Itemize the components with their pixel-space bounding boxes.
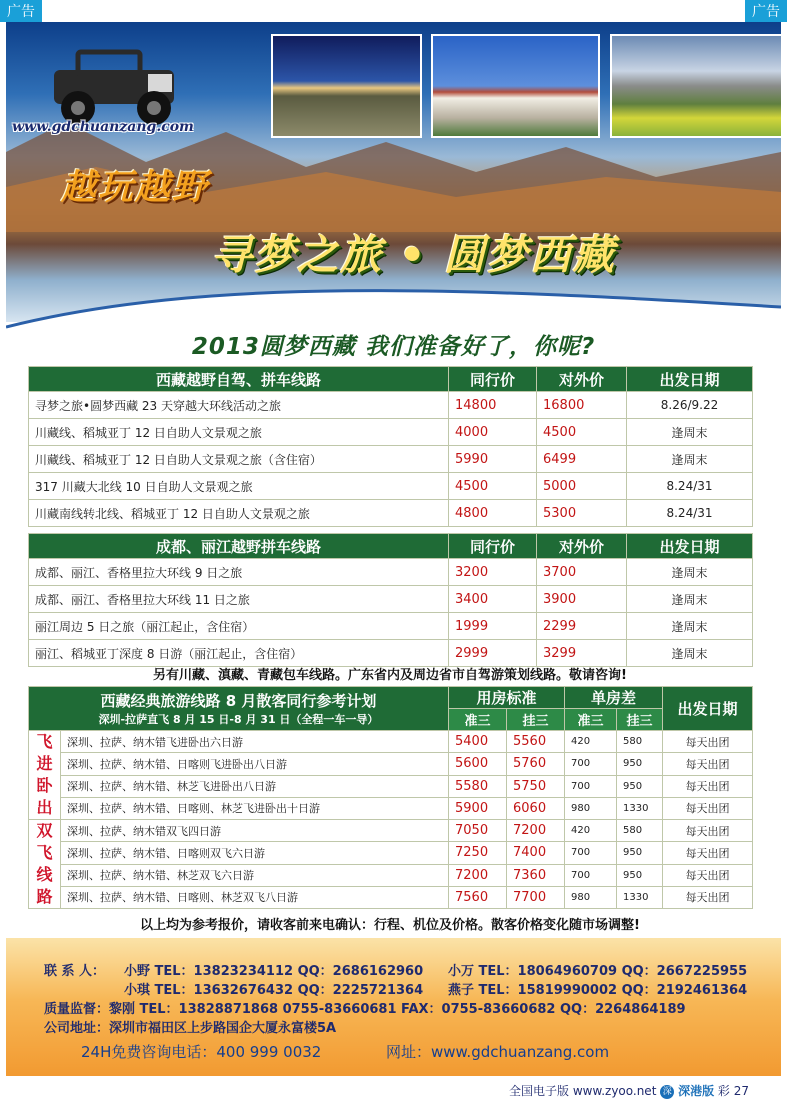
peer-price: 1999: [449, 613, 537, 640]
price-zhunsan: 5400: [449, 731, 507, 753]
company-address: 公司地址：深圳市福田区上步路国企大厦永富楼5A: [44, 1021, 337, 1036]
table-header: [29, 687, 753, 709]
single-zhunsan: 700: [565, 753, 617, 775]
table-row: [29, 640, 753, 667]
depart-date: 每天出团: [663, 753, 753, 775]
col-guasan: 挂三: [507, 709, 565, 731]
table-tibet-classic: [28, 686, 753, 909]
table-tibet-selfdrive: [28, 366, 753, 527]
side-label-fly-both: 双飞线路: [29, 820, 61, 909]
col-depart-date: 出发日期: [627, 367, 753, 392]
single-zhunsan: 980: [565, 797, 617, 819]
ad-tag-left: 广告: [0, 0, 42, 22]
col-route: 成都、丽江越野拼车线路: [29, 534, 449, 559]
peer-price: 2999: [449, 640, 537, 667]
route: 成都、丽江、香格里拉大环线 11 日之旅: [29, 586, 449, 613]
edition-logo-icon: 深: [660, 1085, 674, 1099]
depart-date: 每天出团: [663, 864, 753, 886]
table-header: [29, 367, 753, 392]
depart-date: 每天出团: [663, 886, 753, 908]
depart-date: 逢周末: [627, 446, 753, 473]
col-room-standard: 用房标准: [449, 687, 565, 709]
single-guasan: 950: [617, 842, 663, 864]
price-guasan: 7360: [507, 864, 565, 886]
edition-prefix: 全国电子版 www.zyoo.net: [509, 1084, 657, 1098]
table-row: [29, 446, 753, 473]
peer-price: 5990: [449, 446, 537, 473]
route: 成都、丽江、香格里拉大环线 9 日之旅: [29, 559, 449, 586]
single-guasan: 1330: [617, 886, 663, 908]
table-row: [29, 419, 753, 446]
header-background: [6, 22, 781, 322]
public-price: 2299: [537, 613, 627, 640]
public-price: 3700: [537, 559, 627, 586]
depart-date: 每天出团: [663, 820, 753, 842]
public-price: 5300: [537, 500, 627, 527]
col-guasan-single: 挂三: [617, 709, 663, 731]
single-guasan: 1330: [617, 797, 663, 819]
single-guasan: 580: [617, 820, 663, 842]
table-chengdu-lijiang: [28, 533, 753, 667]
route: 深圳、拉萨、纳木错、林芝双飞六日游: [61, 864, 449, 886]
price-zhunsan: 5900: [449, 797, 507, 819]
contact-xiaoqi: 小琪 TEL：13632676432 QQ：2225721364: [124, 983, 424, 998]
price-zhunsan: 7560: [449, 886, 507, 908]
table-row: [29, 613, 753, 640]
route: 深圳、拉萨、纳木错、日喀则、林芝双飞八日游: [61, 886, 449, 908]
col-route: 西藏越野自驾、拼车线路: [29, 367, 449, 392]
route: 川藏南线转北线、稻城亚丁 12 日自助人文景观之旅: [29, 500, 449, 527]
price-guasan: 7700: [507, 886, 565, 908]
depart-date: 逢周末: [627, 640, 753, 667]
table-row: [29, 886, 753, 908]
photo-snow-mountain-field: [610, 34, 781, 138]
price-guasan: 7200: [507, 820, 565, 842]
price-guasan: 5750: [507, 775, 565, 797]
peer-price: 4800: [449, 500, 537, 527]
table-header: [29, 534, 753, 559]
table-row: [29, 775, 753, 797]
col-public-price: 对外价: [537, 534, 627, 559]
depart-date: 8.24/31: [627, 500, 753, 527]
public-price: 3299: [537, 640, 627, 667]
depart-date: 逢周末: [627, 586, 753, 613]
table-row: [29, 797, 753, 819]
price-guasan: 7400: [507, 842, 565, 864]
col-single-supplement: 单房差: [565, 687, 663, 709]
table-row: [29, 586, 753, 613]
route: 深圳、拉萨、纳木错飞进卧出六日游: [61, 731, 449, 753]
table-row: [29, 820, 753, 842]
route: 深圳、拉萨、纳木错、日喀则双飞六日游: [61, 842, 449, 864]
single-guasan: 580: [617, 731, 663, 753]
page-number: 彩 27: [717, 1084, 749, 1098]
website[interactable]: 网址：www.gdchuanzang.com: [386, 1043, 610, 1061]
title-xunmeng: 寻梦之旅 • 圆梦西藏: [211, 231, 616, 279]
single-zhunsan: 980: [565, 886, 617, 908]
price-zhunsan: 5600: [449, 753, 507, 775]
photo-grassland-sheep: [271, 34, 422, 138]
single-zhunsan: 420: [565, 731, 617, 753]
price-guasan: 5560: [507, 731, 565, 753]
depart-date: 8.24/31: [627, 473, 753, 500]
public-price: 4500: [537, 419, 627, 446]
depart-date: 每天出团: [663, 797, 753, 819]
slogan: 2013圆梦西藏 我们准备好了，你呢?: [191, 334, 596, 360]
hotline: 24H免费咨询电话：400 999 0032: [81, 1043, 322, 1061]
single-zhunsan: 700: [565, 842, 617, 864]
table-row: [29, 473, 753, 500]
quality-supervision: 质量监督：黎刚 TEL：13828871868 0755-83660681 FAX：0755-83660682 QQ：2264864189: [44, 1002, 686, 1017]
single-guasan: 950: [617, 753, 663, 775]
depart-date: 每天出团: [663, 775, 753, 797]
peer-price: 4000: [449, 419, 537, 446]
route: 深圳、拉萨、纳木错、日喀则、林芝飞进卧出十日游: [61, 797, 449, 819]
table-row: [29, 864, 753, 886]
route: 深圳、拉萨、纳木错、林芝飞进卧出八日游: [61, 775, 449, 797]
table-row: [29, 753, 753, 775]
peer-price: 4500: [449, 473, 537, 500]
depart-date: 8.26/9.22: [627, 392, 753, 419]
price-guasan: 5760: [507, 753, 565, 775]
title-yuewan: 越玩越野: [61, 168, 210, 208]
table-row: [29, 842, 753, 864]
contact-label: 联 系 人：: [44, 964, 106, 979]
single-zhunsan: 420: [565, 820, 617, 842]
col-zhunsan: 准三: [449, 709, 507, 731]
website-watermark: www.gdchuanzang.com: [12, 119, 194, 135]
col-depart-date: 出发日期: [627, 534, 753, 559]
col-peer-price: 同行价: [449, 367, 537, 392]
charter-note: 另有川藏、滇藏、青藏包车线路。广东省内及周边省市自驾游策划线路。敬请咨询!: [153, 668, 627, 683]
peer-price: 14800: [449, 392, 537, 419]
table-row: [29, 392, 753, 419]
depart-date: 每天出团: [663, 842, 753, 864]
col-zhunsan-single: 准三: [565, 709, 617, 731]
depart-date: 逢周末: [627, 559, 753, 586]
route: 川藏线、稻城亚丁 12 日自助人文景观之旅（含住宿）: [29, 446, 449, 473]
edition-name: 深港版: [678, 1084, 715, 1098]
single-zhunsan: 700: [565, 864, 617, 886]
table-title: [29, 687, 449, 731]
depart-date: 逢周末: [627, 419, 753, 446]
route: 丽江周边 5 日之旅（丽江起止，含住宿）: [29, 613, 449, 640]
route: 川藏线、稻城亚丁 12 日自助人文景观之旅: [29, 419, 449, 446]
route: 寻梦之旅•圆梦西藏 23 天穿越大环线活动之旅: [29, 392, 449, 419]
side-label-fly-in: 飞进卧出: [29, 731, 61, 820]
table-row: [29, 731, 753, 753]
price-zhunsan: 7250: [449, 842, 507, 864]
price-zhunsan: 7200: [449, 864, 507, 886]
single-guasan: 950: [617, 864, 663, 886]
single-zhunsan: 700: [565, 775, 617, 797]
contact-xiaoye: 小野 TEL：13823234112 QQ：2686162960: [124, 964, 424, 979]
depart-date: 逢周末: [627, 613, 753, 640]
subtitle: 深圳-拉萨直飞 8 月 15 日-8 月 31 日（全程一车一导）: [98, 713, 379, 726]
table-row: [29, 559, 753, 586]
peer-price: 3400: [449, 586, 537, 613]
table-row: [29, 500, 753, 527]
price-zhunsan: 7050: [449, 820, 507, 842]
contact-xiaowan: 小万 TEL：18064960709 QQ：2667225955: [448, 964, 748, 979]
price-note: 以上均为参考报价，请收客前来电确认：行程、机位及价格。散客价格变化随市场调整!: [140, 918, 640, 933]
contact-footer: [6, 938, 781, 1076]
public-price: 6499: [537, 446, 627, 473]
contact-yanzi: 燕子 TEL：15819990002 QQ：2192461364: [448, 983, 748, 998]
price-zhunsan: 5580: [449, 775, 507, 797]
route: 丽江、稻城亚丁深度 8 日游（丽江起止，含住宿）: [29, 640, 449, 667]
public-price: 16800: [537, 392, 627, 419]
single-guasan: 950: [617, 775, 663, 797]
route: 深圳、拉萨、纳木错双飞四日游: [61, 820, 449, 842]
price-guasan: 6060: [507, 797, 565, 819]
public-price: 3900: [537, 586, 627, 613]
col-depart-date: 出发日期: [663, 687, 753, 731]
route: 深圳、拉萨、纳木错、日喀则飞进卧出八日游: [61, 753, 449, 775]
peer-price: 3200: [449, 559, 537, 586]
public-price: 5000: [537, 473, 627, 500]
route: 317 川藏大北线 10 日自助人文景观之旅: [29, 473, 449, 500]
ad-tag-right: 广告: [745, 0, 787, 22]
title: 西藏经典旅游线路 8 月散客同行参考计划: [100, 692, 377, 710]
depart-date: 每天出团: [663, 731, 753, 753]
edition-footer: [509, 1082, 749, 1099]
photo-potala-palace: [431, 34, 600, 138]
col-peer-price: 同行价: [449, 534, 537, 559]
col-public-price: 对外价: [537, 367, 627, 392]
